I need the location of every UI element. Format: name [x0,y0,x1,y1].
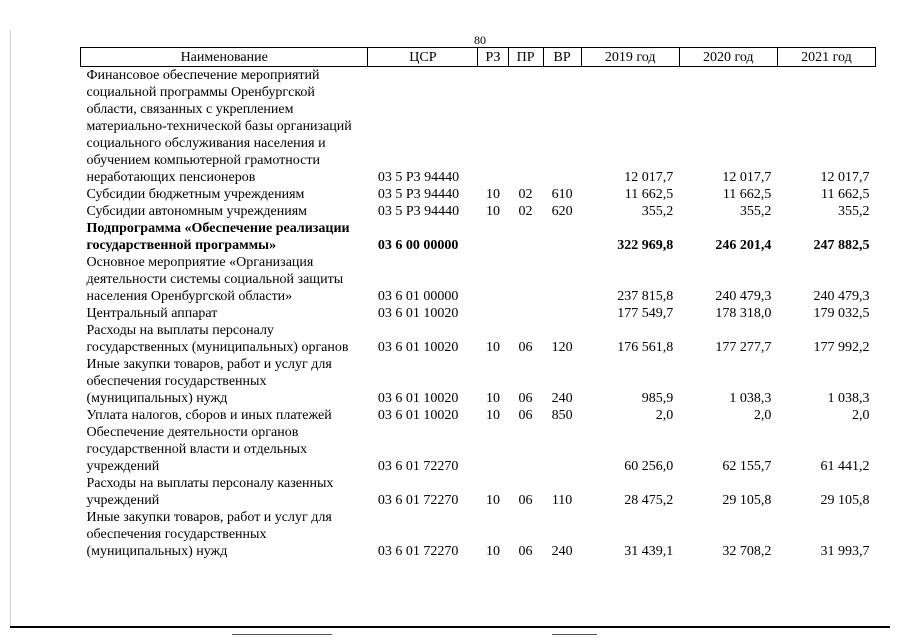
cell-2021: 240 479,3 [813,289,870,304]
cell-name: Расходы на выплаты персоналу государственных (муниципальных) органов [86,323,349,355]
cell-2020: 29 105,8 [722,493,772,508]
cell-2019: 322 969,8 [617,238,674,253]
cell-rz: 10 [486,340,500,355]
cell-pr: 06 [518,340,533,355]
page-bottom-rule [10,626,890,628]
cell-2019: 177 549,7 [617,306,674,321]
table-row [81,67,876,187]
table-row [81,509,876,560]
cell-2021: 61 441,2 [820,459,870,474]
header-name: Наименование [81,48,368,67]
cell-vr [543,424,581,475]
cell-csr: 03 6 01 72270 [377,544,459,559]
cell-2019: 2,0 [655,408,674,423]
cell-rz: 10 [486,204,500,219]
cell-rz: 10 [486,187,500,202]
table-row [81,322,876,356]
cell-pr: 06 [518,493,533,508]
cell-csr: 03 5 P3 94440 [377,187,460,202]
cell-pr: 06 [518,408,533,423]
table-row [81,356,876,407]
cell-rz [478,305,508,322]
cell-name: Обеспечение деятельности органов государственной власти и отдельных учреждений [86,425,308,474]
cell-rz [478,67,508,187]
cell-pr [508,220,543,254]
cell-rz: 10 [486,391,500,406]
cell-vr: 620 [551,204,573,219]
cell-rz [478,424,508,475]
table-row [81,475,876,509]
cell-2019: 12 017,7 [624,170,674,185]
table-row [81,203,876,220]
cell-pr [508,305,543,322]
cell-2021: 247 882,5 [813,238,870,253]
cell-pr: 06 [518,544,533,559]
cell-2019: 237 815,8 [617,289,674,304]
cell-rz: 10 [486,544,500,559]
cell-name: Центральный аппарат [86,306,218,321]
cell-2020: 246 201,4 [715,238,772,253]
cell-2019: 176 561,8 [617,340,674,355]
cell-2019: 11 662,5 [624,187,674,202]
cell-2019: 355,2 [641,204,674,219]
cell-pr [508,67,543,187]
cell-2020: 2,0 [753,408,772,423]
table-row [81,407,876,424]
cell-pr: 06 [518,391,533,406]
cell-name: Уплата налогов, сборов и иных платежей [86,408,332,423]
cell-2021: 2,0 [852,408,870,423]
cell-vr [543,220,581,254]
header-csr: ЦСР [368,48,478,67]
cell-name: Основное мероприятие «Организация деятельности системы социальной защиты населения Оренбургской области» [86,255,344,304]
cell-2020: 62 155,7 [722,459,772,474]
cell-csr: 03 6 01 10020 [377,306,459,321]
cell-vr [543,305,581,322]
cell-csr: 03 6 01 72270 [377,459,459,474]
header-row [81,48,876,67]
cell-vr: 240 [551,391,573,406]
header-2021: 2021 год [777,48,875,67]
cell-2021: 177 992,2 [813,340,870,355]
cell-csr: 03 5 P3 94440 [377,204,460,219]
cell-csr: 03 6 01 10020 [377,340,459,355]
cell-2021: 1 038,3 [827,391,870,406]
cell-2020: 355,2 [739,204,772,219]
page-bottom-mark [552,634,597,635]
table-row [81,186,876,203]
table-row [81,220,876,254]
cell-csr: 03 5 P3 94440 [377,170,460,185]
cell-csr: 03 6 01 10020 [377,408,459,423]
cell-2021: 29 105,8 [820,493,870,508]
cell-vr: 850 [551,408,573,423]
cell-csr: 03 6 01 72270 [377,493,459,508]
cell-pr: 02 [518,204,533,219]
table-row [81,254,876,305]
header-2020: 2020 год [679,48,777,67]
table-row [81,424,876,475]
cell-pr [508,254,543,305]
cell-csr: 03 6 00 00000 [377,238,459,253]
cell-2020: 177 277,7 [715,340,772,355]
page-bottom-mark [232,634,332,635]
cell-2019: 60 256,0 [624,459,674,474]
cell-rz [478,254,508,305]
table-body [81,67,876,561]
table-row [81,305,876,322]
cell-vr: 240 [551,544,573,559]
cell-name: Субсидии бюджетным учреждениям [86,187,305,202]
header-rz: РЗ [478,48,508,67]
cell-vr: 120 [551,340,573,355]
cell-2021: 179 032,5 [813,306,870,321]
cell-2020: 12 017,7 [722,170,772,185]
cell-2019: 31 439,1 [624,544,674,559]
cell-2021: 355,2 [838,204,870,219]
cell-pr [508,424,543,475]
cell-2020: 32 708,2 [722,544,772,559]
cell-rz [478,220,508,254]
header-vr: ВР [543,48,581,67]
cell-2021: 31 993,7 [820,544,870,559]
table-header [81,48,876,67]
cell-2021: 12 017,7 [820,170,870,185]
budget-table [80,47,876,560]
cell-rz: 10 [486,493,500,508]
cell-pr: 02 [518,187,533,202]
cell-name: Субсидии автономным учреждениям [86,204,308,219]
cell-name: Расходы на выплаты персоналу казенных учреждений [86,476,334,508]
cell-name: Финансовое обеспечение мероприятий социальной программы Оренбургской области, связанных с укреплением материально-технической базы организаций социального обслуживания населения и обучением компьютерной грамотности неработающих пенсионеров [86,68,352,185]
cell-2020: 11 662,5 [722,187,772,202]
cell-vr: 610 [551,187,573,202]
cell-2020: 1 038,3 [729,391,772,406]
cell-name: Подпрограмма «Обеспечение реализации государственной программы» [86,221,350,253]
cell-name: Иные закупки товаров, работ и услуг для обеспечения государственных (муниципальных) нужд [86,510,332,559]
cell-rz: 10 [486,408,500,423]
header-2019: 2019 год [581,48,679,67]
cell-2020: 178 318,0 [715,306,772,321]
cell-csr: 03 6 01 00000 [377,289,459,304]
cell-2019: 28 475,2 [624,493,674,508]
cell-2020: 240 479,3 [715,289,772,304]
cell-2019: 985,9 [641,391,674,406]
cell-2021: 11 662,5 [821,187,870,202]
cell-name: Иные закупки товаров, работ и услуг для обеспечения государственных (муниципальных) нужд [86,357,332,406]
cell-vr [543,67,581,187]
cell-csr: 03 6 01 10020 [377,391,459,406]
page-left-edge [10,30,11,626]
cell-vr [543,254,581,305]
page-number: 80 [474,33,486,47]
header-pr: ПР [508,48,543,67]
cell-vr: 110 [551,493,573,508]
